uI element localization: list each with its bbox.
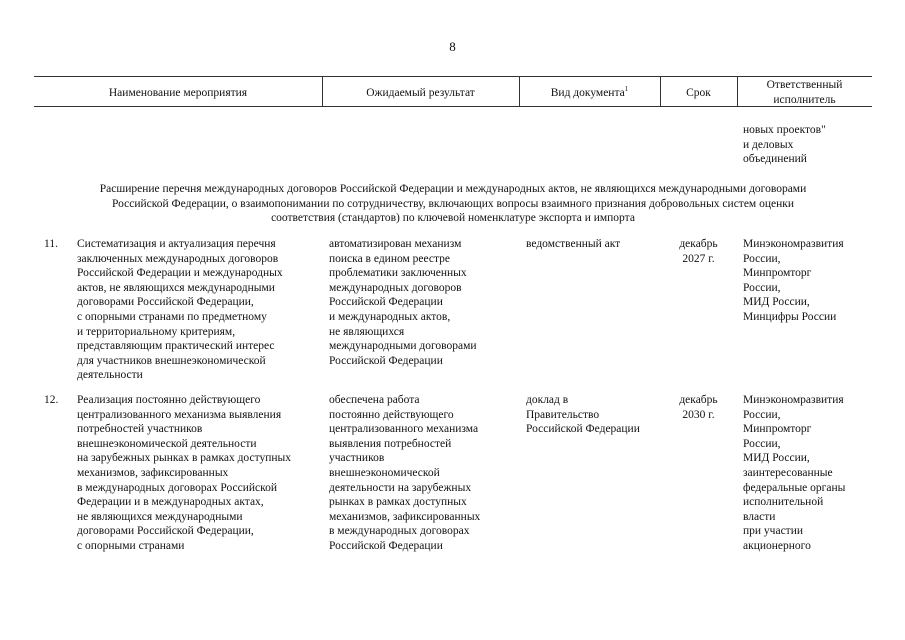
row-number: 11. — [44, 238, 58, 250]
page-number: 8 — [449, 39, 456, 54]
row-deadline: декабрь 2030 г. — [679, 394, 718, 421]
header-document-type-label: Вид документа — [550, 87, 625, 99]
footnote-marker: 1 — [624, 85, 629, 94]
row-responsible: Минэкономразвития России, Минпромторг России, МИД России, Минцифры России — [743, 238, 844, 323]
header-top-rule — [34, 76, 872, 77]
continuation-responsible: новых проектов" и деловых объединений — [743, 124, 826, 166]
header-name-of-measure: Наименование мероприятия — [108, 87, 248, 99]
row-responsible: Минэкономразвития России, Минпромторг России, МИД России, заинтересованные федеральные органы исполнительной власти при участии акционерного — [743, 394, 846, 552]
row-number: 12. — [44, 394, 59, 406]
header-deadline: Срок — [686, 87, 711, 99]
header-responsible: Ответственный исполнитель — [766, 79, 843, 106]
section-heading: Расширение перечня международных договоров Российской Федерации и международных актов, не являющихся международными договорами Российской Федерации, о взаимопонимании по сотрудничеству, включающих вопросы взаимного признания добровольных систем оценки соответствия (стандартов) по ключевой номенклатуре экспорта и импорта — [99, 183, 807, 225]
row-expected-result: автоматизирован механизм поиска в едином реестре проблематики заключенных международных договоров Российской Федерации и международных актов, не являющихся международными договорами Российской Федерации — [329, 238, 477, 367]
row-document-type: доклад в Правительство Российской Федерации — [526, 394, 640, 436]
header-document-type — [519, 86, 660, 101]
header-expected-result: Ожидаемый результат — [366, 87, 475, 99]
row-document-type: ведомственный акт — [526, 238, 621, 250]
row-measure-name: Систематизация и актуализация перечня заключенных международных договоров Российской Федерации и международных актов, не являющихся международными договорами Российской Федерации, с опорными странами по предметному и территориальному критериям, представляющим практический интерес для участников внешнеэкономической деятельности — [77, 238, 283, 382]
row-deadline: декабрь 2027 г. — [679, 238, 718, 265]
row-expected-result: обеспечена работа постоянно действующего централизованного механизма выявления потребностей участников внешнеэкономической деятельности на зарубежных рынках в рамках доступных механизмов, зафиксированных в международных договорах Российской Федерации — [329, 394, 481, 552]
row-measure-name: Реализация постоянно действующего централизованного механизма выявления потребностей участников внешнеэкономической деятельности на зарубежных рынках в рамках доступных механизмов, зафиксированных в международных договорах Российской Федерации и в международных актах, не являющихся международными договорами Российской Федерации, с опорными странами — [77, 394, 291, 552]
